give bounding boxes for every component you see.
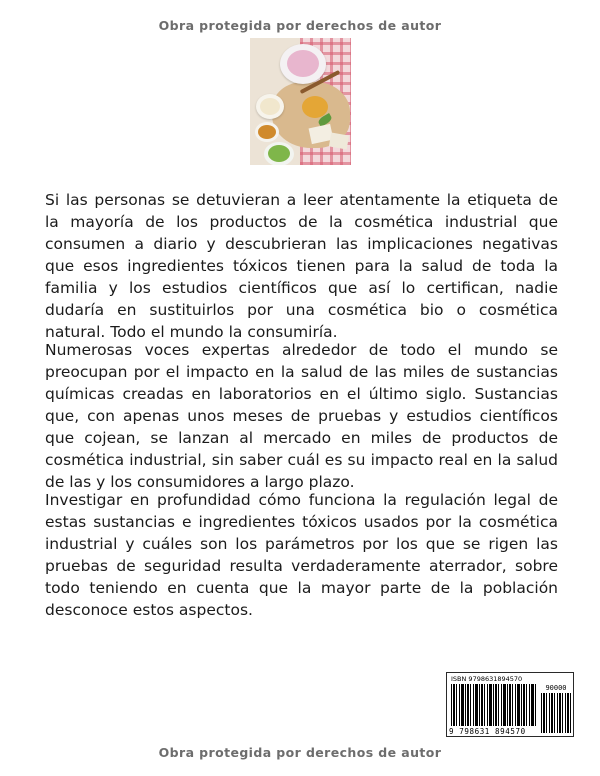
oil — [258, 125, 276, 139]
barcode-bars — [451, 684, 536, 726]
barcode-digits: 9 798631 894570 — [449, 727, 526, 736]
green-clay — [268, 145, 290, 162]
copyright-watermark-bottom: Obra protegida por derechos de autor — [158, 745, 442, 760]
copyright-watermark-top: Obra protegida por derechos de autor — [158, 18, 442, 33]
pink-clay — [287, 50, 319, 77]
cream — [260, 98, 280, 115]
paragraph-3: Investigar en profundidad cómo funciona la regulación legal de estas sustancias e ingredientes tóxicos usados por la cosmética industrial y cuáles son los parámetros por los que se rigen las pruebas de seguridad resulta verdaderamente aterrador, sobre todo teniendo en cuenta que la mayor parte de la población desconoce estos aspectos. — [45, 491, 558, 619]
isbn-barcode — [446, 672, 574, 737]
barcode-addon-bars — [541, 693, 571, 733]
soap-bar — [329, 133, 349, 150]
isbn-label: ISBN 9798631894570 — [451, 675, 523, 683]
cover-photo — [250, 38, 351, 165]
barcode-addon-number: 90000 — [545, 684, 567, 692]
paragraph-2: Numerosas voces expertas alrededor de todo el mundo se preocupan por el impacto en la salud de las miles de sustancias químicas creadas en laboratorios en el último siglo. Sustancias que, con apenas unos meses de pruebas y estudios científicos que cojean, se lanzan al mercado en miles de productos de cosmética industrial, sin saber cuál es su impacto real en la salud de las y los consumidores a largo plazo. — [45, 341, 558, 491]
paragraph-1: Si las personas se detuvieran a leer atentamente la etiqueta de la mayoría de los productos de la cosmética industrial que consumen a diario y descubrieran las implicaciones negativas que esos ingredientes tóxicos tienen para la salud de toda la familia y los estudios científicos que así lo certifican, nadie dudaría en sustituirlos por una cosmética bio o cosmética natural. Todo el mundo la consumiría. — [45, 191, 558, 341]
